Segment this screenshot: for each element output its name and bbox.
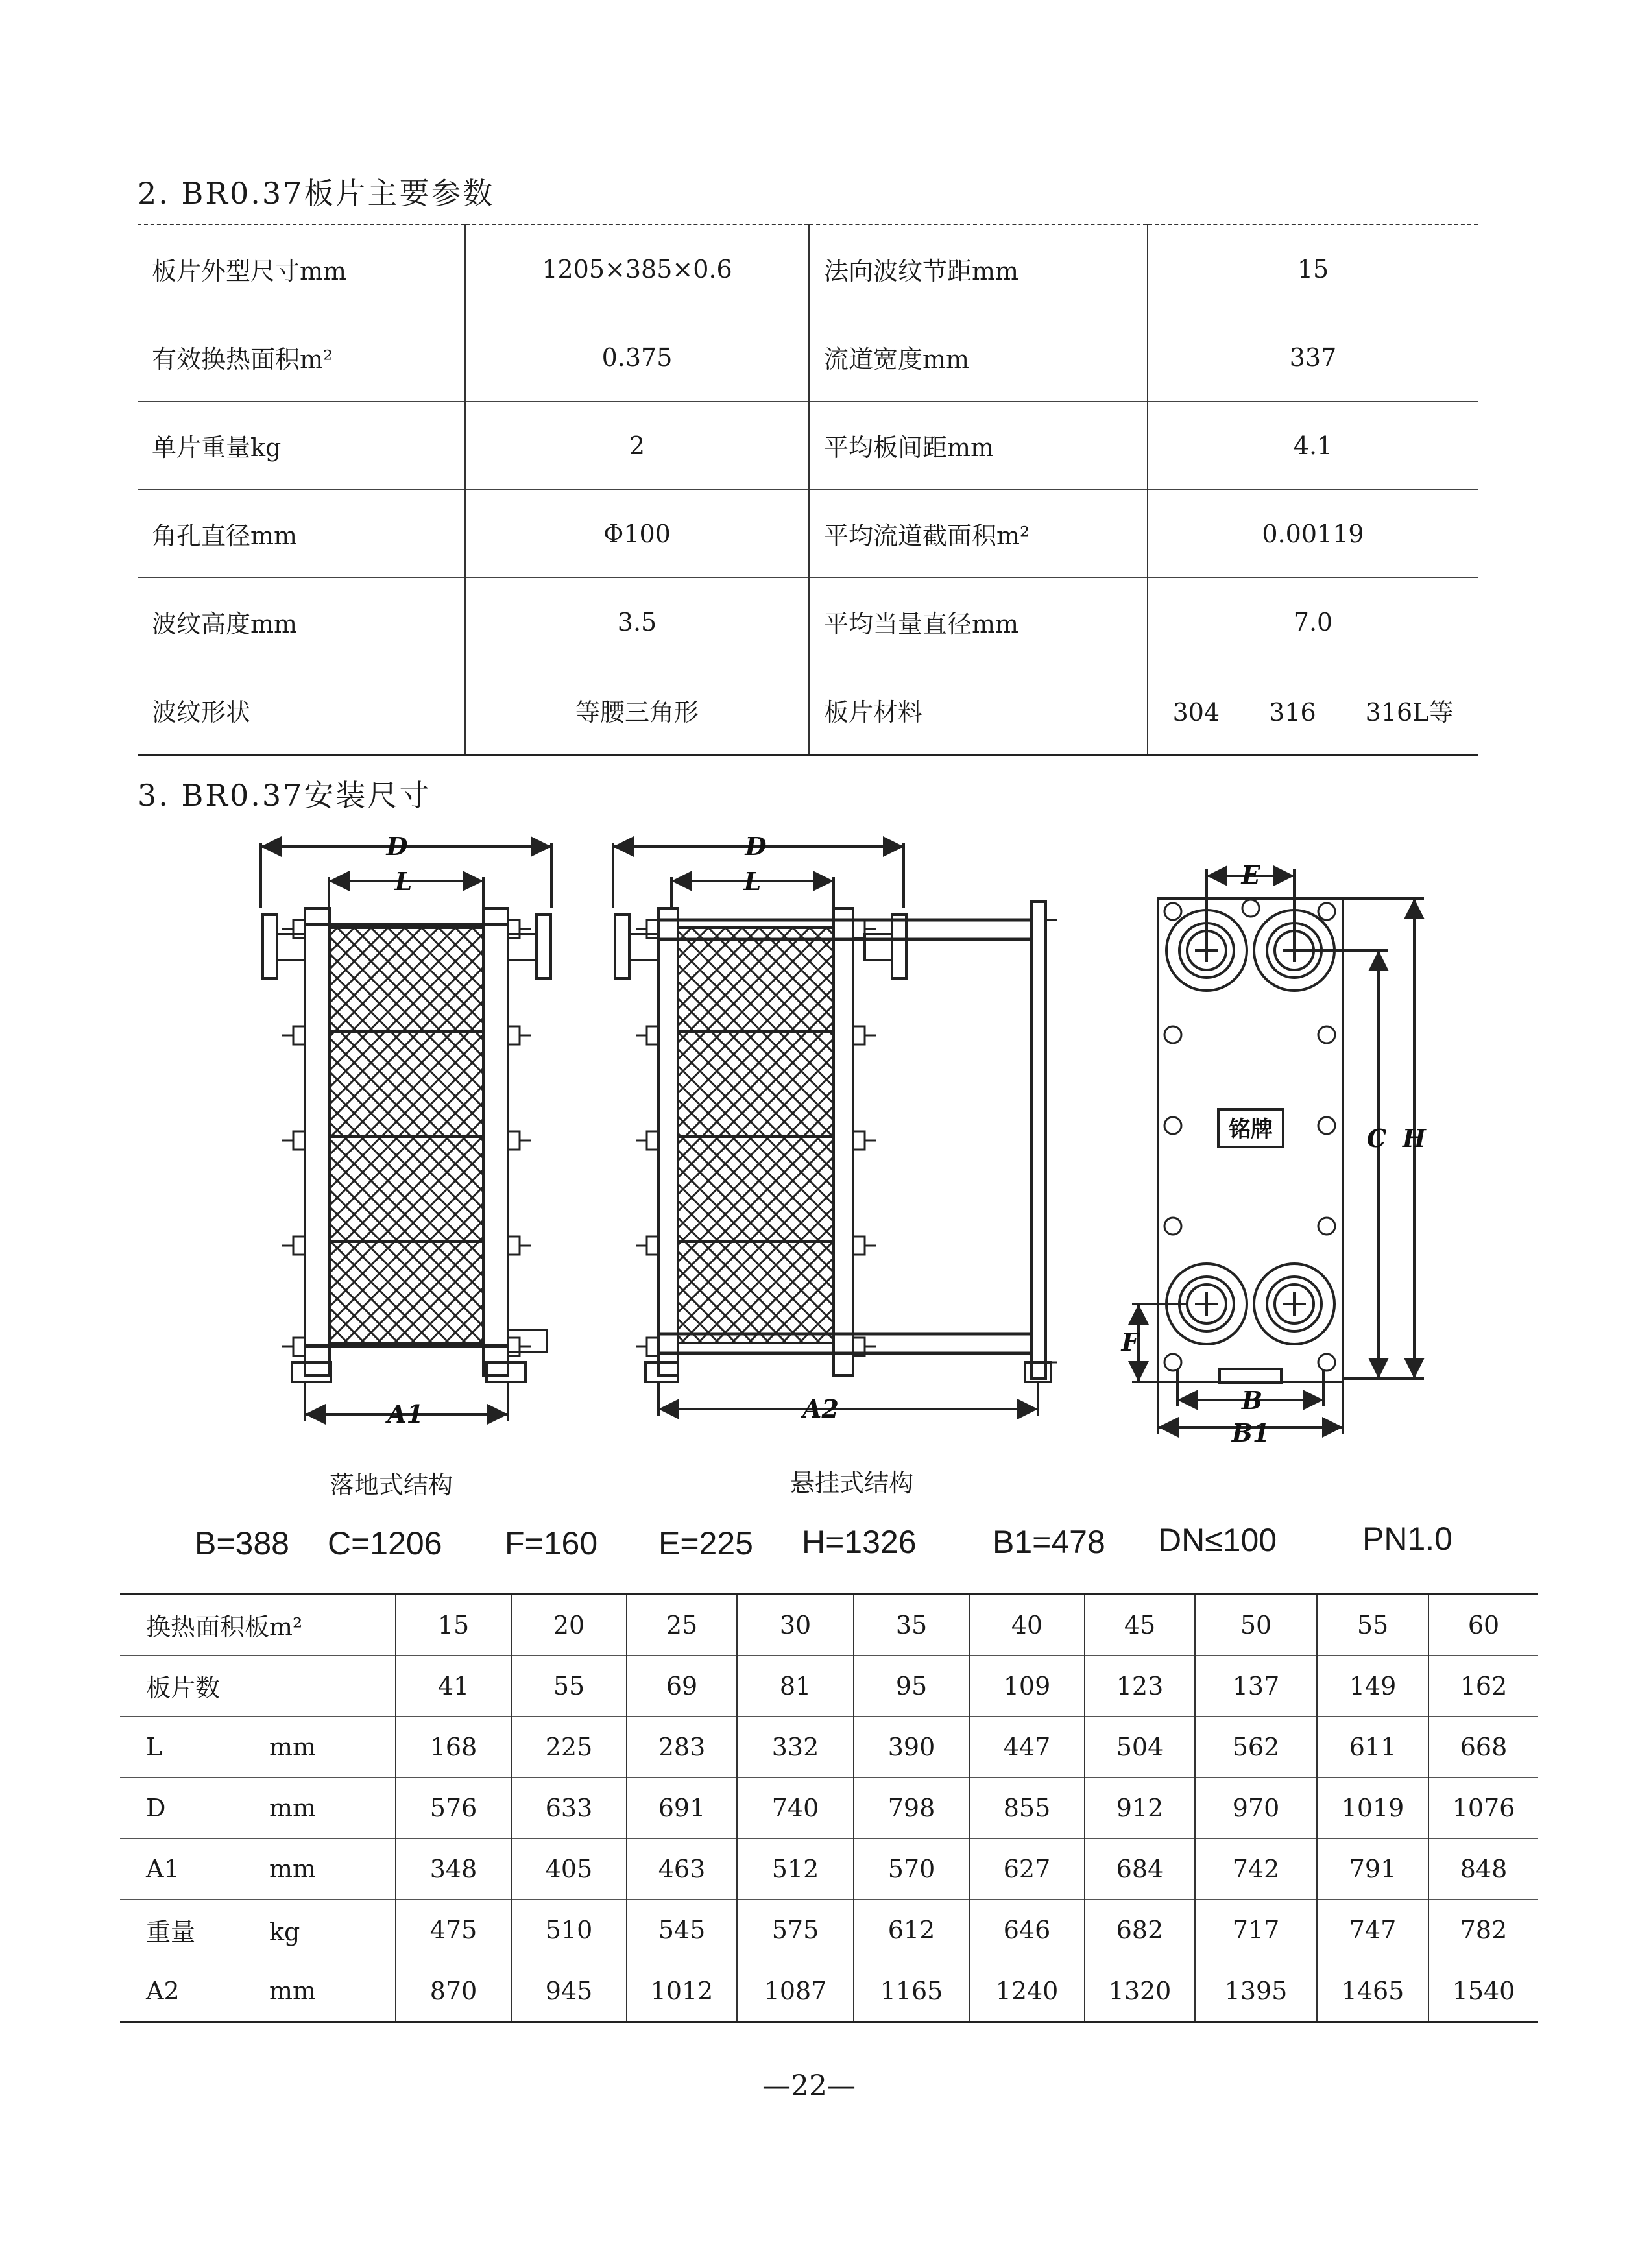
dim-row	[120, 1960, 1538, 2022]
spec-value: 1205×385×0.6	[465, 224, 809, 313]
dim-cell: 1165	[854, 1960, 969, 2022]
dim-row-header	[120, 1778, 396, 1839]
dim-row-header	[120, 1960, 396, 2022]
dim-label-H: H	[1403, 1124, 1426, 1153]
dim-cell: 69	[627, 1656, 737, 1717]
dimension-table	[120, 1593, 1538, 2023]
floor-mount-drawing	[261, 843, 551, 1421]
dim-cell: 668	[1428, 1717, 1538, 1778]
dim-cell: 332	[737, 1717, 854, 1778]
spec-key: 波纹形状	[138, 666, 465, 755]
page-number: —22—	[762, 2069, 856, 2103]
param-PN: PN1.0	[1362, 1521, 1452, 1557]
dim-cell: 1012	[627, 1960, 737, 2022]
spec-value: 4.1	[1148, 402, 1478, 490]
dim-row-header	[120, 1717, 396, 1778]
dim-cell: 570	[854, 1839, 969, 1900]
dim-cell: 1540	[1428, 1960, 1538, 2022]
dim-cell: 283	[627, 1717, 737, 1778]
spec-row	[138, 224, 1478, 313]
param-F: F=160	[505, 1525, 598, 1562]
dim-row	[120, 1594, 1538, 1656]
dim-row	[120, 1656, 1538, 1717]
dim-label-D: D	[386, 832, 408, 861]
dim-label-D2: D	[745, 832, 767, 861]
dim-row-unit: kg	[269, 1918, 300, 1946]
dim-cell: 123	[1085, 1656, 1195, 1717]
spec-key: 单片重量kg	[138, 402, 465, 490]
dim-cell: 627	[969, 1839, 1085, 1900]
dim-cell: 1465	[1317, 1960, 1428, 2022]
dim-cell: 682	[1085, 1900, 1195, 1960]
dim-row	[120, 1778, 1538, 1839]
nameplate-label: 铭牌	[1229, 1116, 1273, 1142]
dim-cell: 225	[511, 1717, 627, 1778]
dim-cell: 81	[737, 1656, 854, 1717]
spec-row	[138, 313, 1478, 402]
dim-cell: 463	[627, 1839, 737, 1900]
hanging-mount-drawing	[613, 843, 1057, 1416]
dim-cell: 1240	[969, 1960, 1085, 2022]
dim-cell: 40	[969, 1594, 1085, 1656]
dim-cell: 612	[854, 1900, 969, 1960]
dim-row-label: A1	[146, 1854, 180, 1883]
dim-cell: 611	[1317, 1717, 1428, 1778]
dim-cell: 149	[1317, 1656, 1428, 1717]
dim-row-header	[120, 1594, 396, 1656]
dim-cell: 25	[627, 1594, 737, 1656]
dim-cell: 60	[1428, 1594, 1538, 1656]
dim-cell: 15	[396, 1594, 511, 1656]
dim-row-unit: m²	[269, 1613, 303, 1641]
dim-label-A1: A1	[387, 1399, 424, 1429]
dim-cell: 162	[1428, 1656, 1538, 1717]
dim-row-label: L	[146, 1732, 163, 1761]
spec-key: 法向波纹节距mm	[809, 224, 1148, 313]
dim-label-L: L	[394, 867, 413, 896]
spec-row	[138, 578, 1478, 666]
dim-label-F: F	[1121, 1327, 1139, 1357]
dim-row-header	[120, 1900, 396, 1960]
dim-cell: 798	[854, 1778, 969, 1839]
dim-cell: 45	[1085, 1594, 1195, 1656]
dim-cell: 1076	[1428, 1778, 1538, 1839]
dim-cell: 717	[1195, 1900, 1317, 1960]
dim-row-header	[120, 1656, 396, 1717]
dim-cell: 742	[1195, 1839, 1317, 1900]
spec-row	[138, 490, 1478, 578]
spec-value: 2	[465, 402, 809, 490]
dim-cell: 512	[737, 1839, 854, 1900]
dim-cell: 740	[737, 1778, 854, 1839]
dim-row	[120, 1839, 1538, 1900]
dim-cell: 912	[1085, 1778, 1195, 1839]
dim-cell: 545	[627, 1900, 737, 1960]
dim-cell: 168	[396, 1717, 511, 1778]
spec-key: 有效换热面积m²	[138, 313, 465, 402]
dim-cell: 575	[737, 1900, 854, 1960]
param-B1: B1=478	[993, 1524, 1105, 1560]
dim-row-label: D	[146, 1793, 166, 1822]
spec-key: 流道宽度mm	[809, 313, 1148, 402]
dim-row	[120, 1900, 1538, 1960]
spec-value: 0.375	[465, 313, 809, 402]
param-DN: DN≤100	[1158, 1522, 1277, 1558]
dim-cell: 684	[1085, 1839, 1195, 1900]
dim-cell: 55	[511, 1656, 627, 1717]
dim-label-B: B	[1241, 1386, 1263, 1415]
dim-row-unit: mm	[269, 1793, 317, 1822]
dim-row	[120, 1717, 1538, 1778]
param-E: E=225	[658, 1525, 753, 1562]
dim-row-unit: mm	[269, 1854, 317, 1883]
dim-row-header	[120, 1839, 396, 1900]
dim-cell: 970	[1195, 1778, 1317, 1839]
dim-cell: 1087	[737, 1960, 854, 2022]
dim-cell: 1019	[1317, 1778, 1428, 1839]
dim-row-label: 板片数	[146, 1674, 221, 1702]
spec-value: 337	[1148, 313, 1478, 402]
spec-row	[138, 402, 1478, 490]
spec-value: 0.00119	[1148, 490, 1478, 578]
spec-value: 3.5	[465, 578, 809, 666]
dim-cell: 562	[1195, 1717, 1317, 1778]
hanging-mount-caption: 悬挂式结构	[790, 1469, 914, 1497]
dim-cell: 646	[969, 1900, 1085, 1960]
param-C: C=1206	[328, 1525, 442, 1562]
installation-drawings	[0, 817, 1627, 1466]
dim-cell: 791	[1317, 1839, 1428, 1900]
dim-cell: 55	[1317, 1594, 1428, 1656]
dim-cell: 20	[511, 1594, 627, 1656]
spec-row	[138, 666, 1478, 755]
param-H: H=1326	[802, 1524, 917, 1560]
param-B: B=388	[195, 1525, 289, 1562]
dim-cell: 945	[511, 1960, 627, 2022]
dim-cell: 504	[1085, 1717, 1195, 1778]
spec-table	[138, 224, 1478, 756]
spec-value: 等腰三角形	[465, 666, 809, 755]
section3-title: 3. BR0.37安装尺寸	[138, 778, 431, 813]
spec-key: 板片外型尺寸mm	[138, 224, 465, 313]
dim-cell: 855	[969, 1778, 1085, 1839]
spec-value: 304 316 316L等	[1148, 666, 1478, 755]
spec-value: Φ100	[465, 490, 809, 578]
dim-cell: 41	[396, 1656, 511, 1717]
spec-key: 平均当量直径mm	[809, 578, 1148, 666]
dim-cell: 95	[854, 1656, 969, 1717]
dim-cell: 390	[854, 1717, 969, 1778]
dim-row-unit: mm	[269, 1976, 317, 2005]
dim-label-C: C	[1366, 1124, 1387, 1153]
floor-mount-caption: 落地式结构	[330, 1471, 453, 1499]
spec-key: 平均流道截面积m²	[809, 490, 1148, 578]
dim-cell: 576	[396, 1778, 511, 1839]
spec-value: 15	[1148, 224, 1478, 313]
dim-cell: 447	[969, 1717, 1085, 1778]
spec-key: 角孔直径mm	[138, 490, 465, 578]
spec-value: 7.0	[1148, 578, 1478, 666]
port-bottom-right	[1254, 1264, 1334, 1344]
dim-row-label: 重量	[146, 1918, 196, 1946]
dim-cell: 405	[511, 1839, 627, 1900]
dim-cell: 510	[511, 1900, 627, 1960]
spec-key: 板片材料	[809, 666, 1148, 755]
dim-cell: 848	[1428, 1839, 1538, 1900]
dim-row-label: 换热面积板	[146, 1613, 270, 1641]
dim-cell: 475	[396, 1900, 511, 1960]
dim-label-A2: A2	[802, 1394, 839, 1423]
dim-cell: 1320	[1085, 1960, 1195, 2022]
dim-cell: 348	[396, 1839, 511, 1900]
dim-row-unit: mm	[269, 1732, 317, 1761]
dim-cell: 30	[737, 1594, 854, 1656]
dim-row-label: A2	[146, 1976, 180, 2005]
dim-label-L2: L	[743, 867, 762, 896]
dim-label-E: E	[1241, 860, 1260, 889]
dim-label-B1: B1	[1231, 1418, 1270, 1447]
dim-cell: 109	[969, 1656, 1085, 1717]
dim-cell: 691	[627, 1778, 737, 1839]
dim-cell: 137	[1195, 1656, 1317, 1717]
dim-cell: 633	[511, 1778, 627, 1839]
dim-cell: 50	[1195, 1594, 1317, 1656]
dim-cell: 870	[396, 1960, 511, 2022]
dim-cell: 782	[1428, 1900, 1538, 1960]
spec-key: 波纹高度mm	[138, 578, 465, 666]
spec-key: 平均板间距mm	[809, 402, 1148, 490]
section2-title: 2. BR0.37板片主要参数	[138, 176, 495, 211]
dim-cell: 747	[1317, 1900, 1428, 1960]
dim-cell: 1395	[1195, 1960, 1317, 2022]
dim-cell: 35	[854, 1594, 969, 1656]
